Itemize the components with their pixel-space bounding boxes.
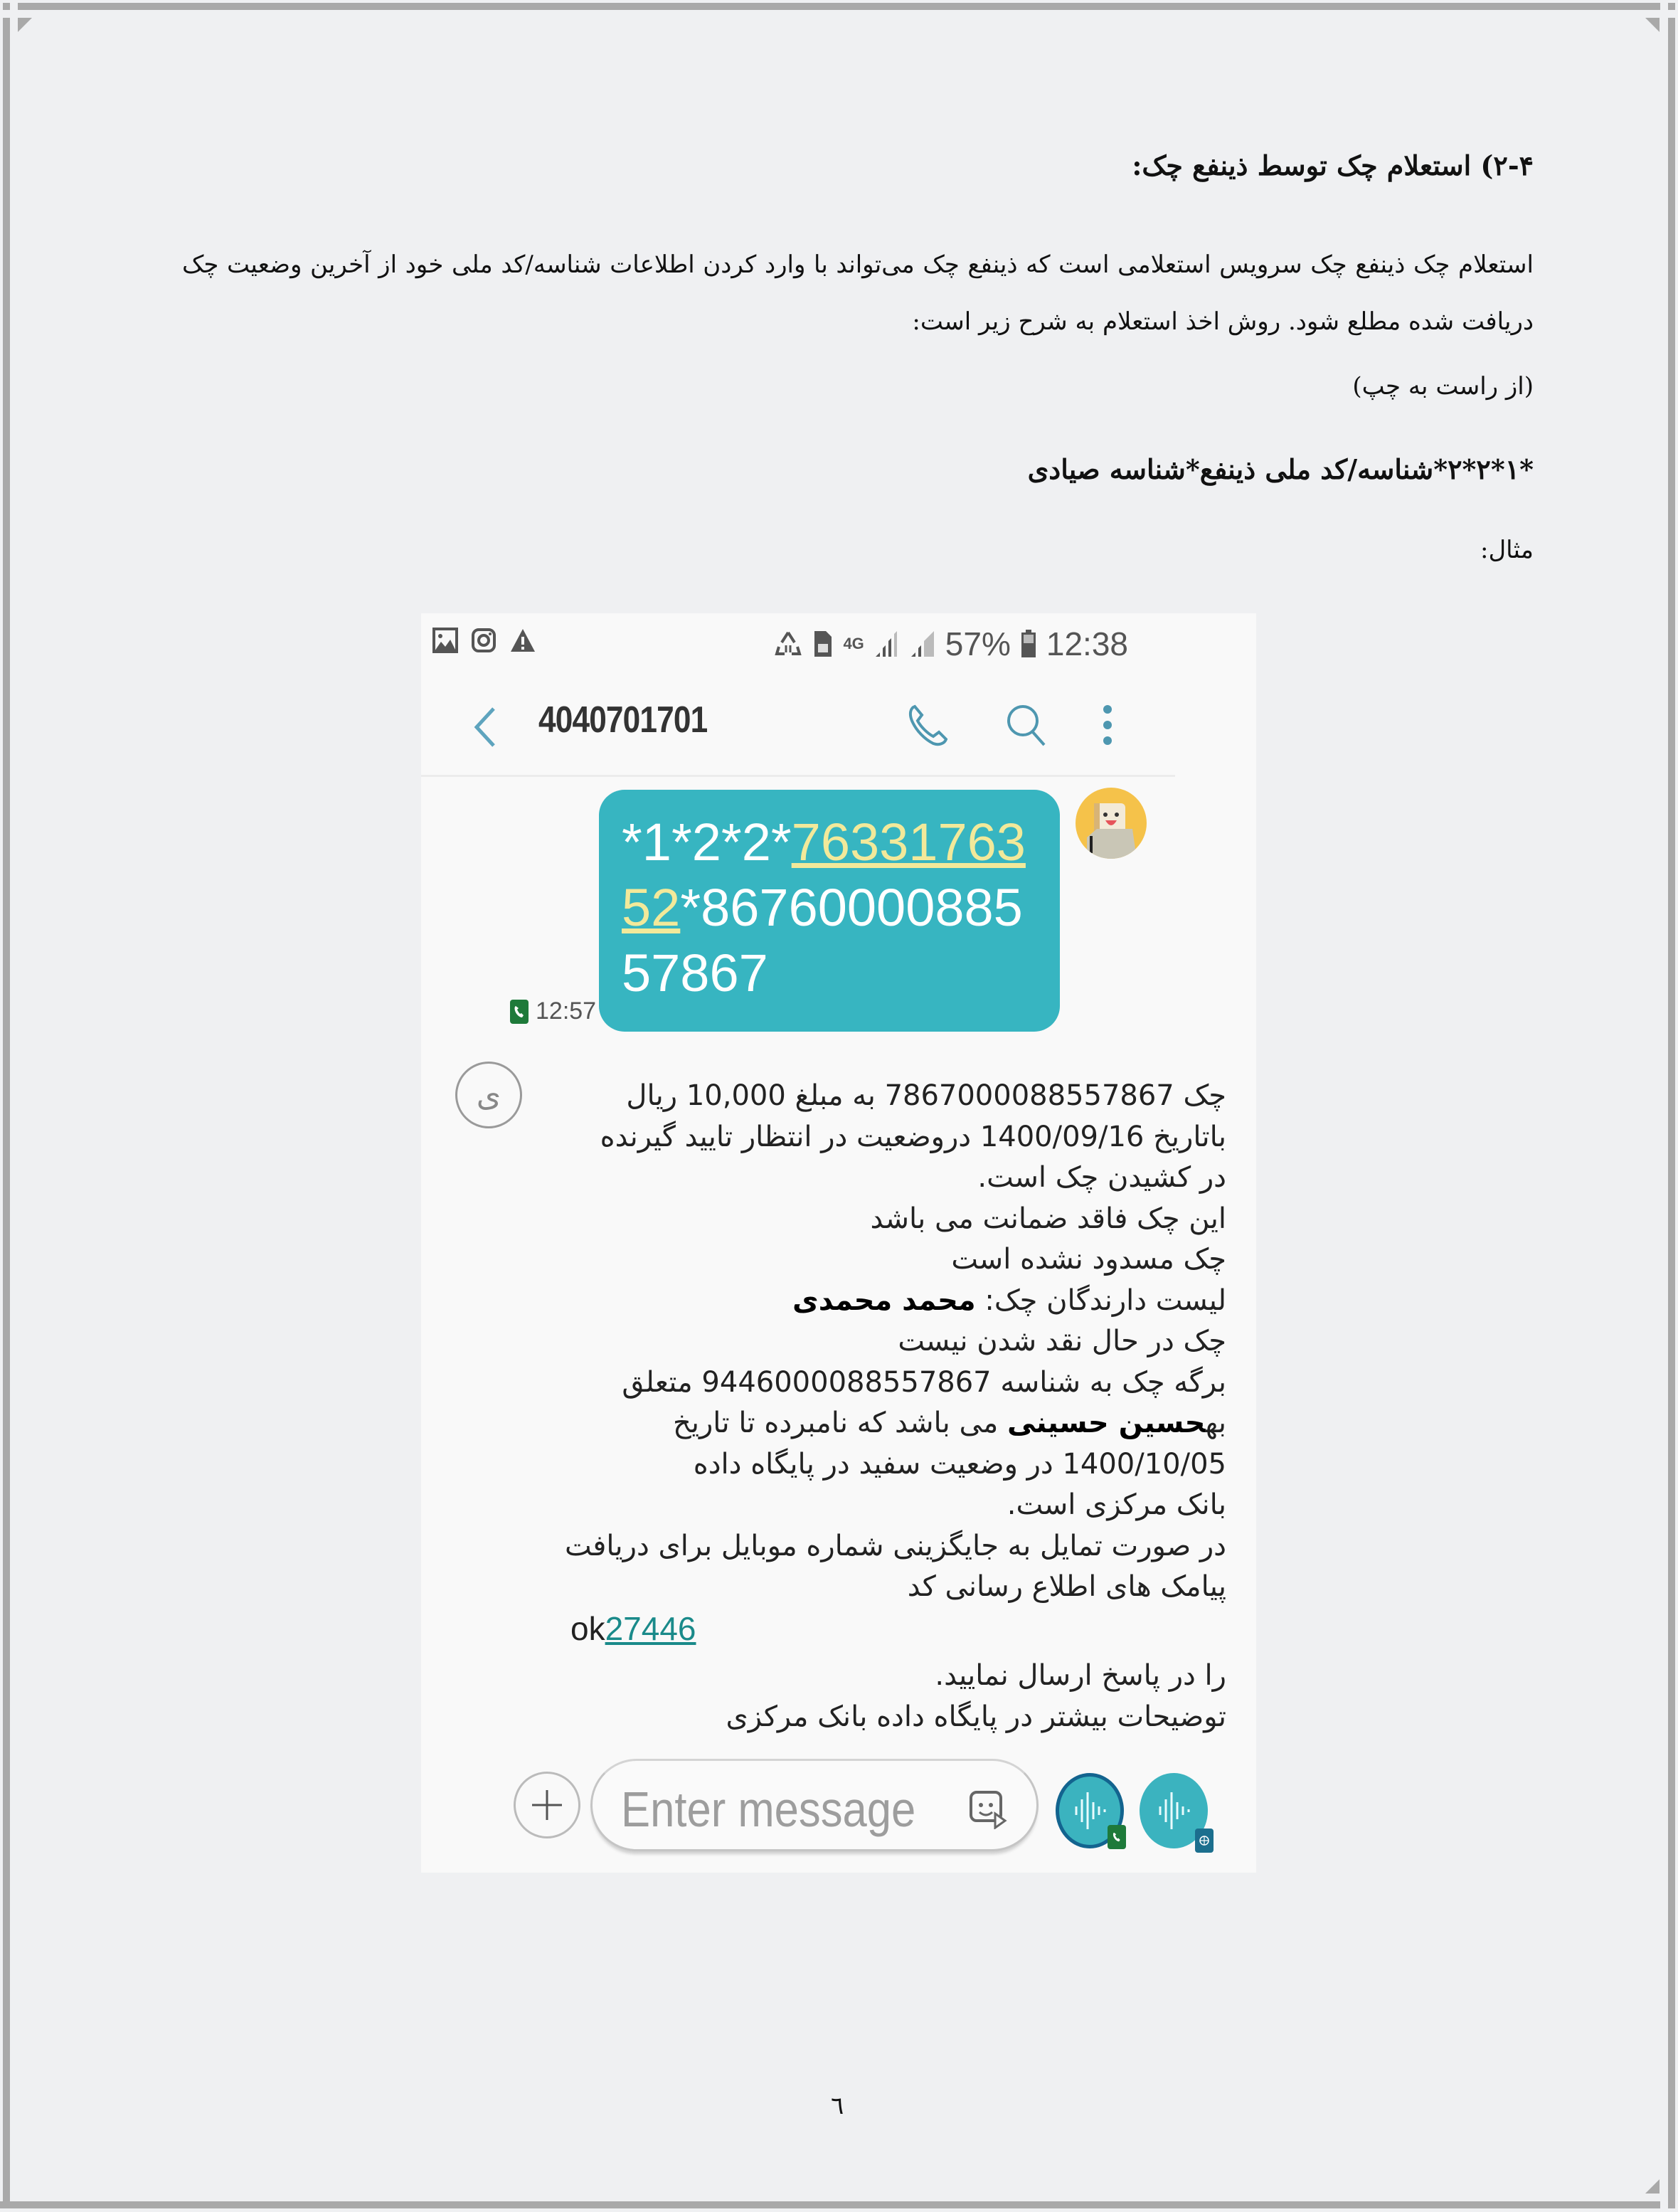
- holder-name: محمد محمدی: [792, 1284, 976, 1317]
- message-line: را در پاسخ ارسال نمایید.: [935, 1659, 1226, 1692]
- waveform-icon: [1156, 1789, 1191, 1832]
- owner-name: حسین حسینی: [1007, 1407, 1206, 1439]
- page-border-right: [1668, 18, 1675, 2202]
- signal-icon: [874, 630, 900, 658]
- page-number: ٦: [831, 2092, 844, 2120]
- status-bar: [421, 613, 1256, 670]
- sim1-call-icon: [1108, 1825, 1126, 1849]
- network-type: 4G: [843, 635, 864, 652]
- message-input-placeholder: Enter message: [621, 1782, 916, 1837]
- sticker-icon[interactable]: [968, 1789, 1008, 1829]
- signal-icon-2: [910, 630, 935, 658]
- sim-card-icon: [812, 630, 833, 658]
- sayad-id-end: 57867: [622, 943, 768, 1002]
- message-composer: [421, 1752, 1256, 1873]
- national-id-link[interactable]: 76331763: [791, 813, 1026, 872]
- example-label: مثال:: [1480, 536, 1534, 564]
- phone-call-icon[interactable]: [905, 702, 950, 748]
- message-line: چک مسدود نشده است: [951, 1243, 1226, 1276]
- message-line: این چک فاقد ضمانت می باشد: [870, 1202, 1226, 1235]
- page-border-bottom: [0, 2201, 1660, 2208]
- page-corner: [1668, 2201, 1675, 2208]
- ok-code-link[interactable]: 27446: [605, 1610, 696, 1647]
- message-line: 1400/10/05 در وضعیت سفید در پایگاه داده: [693, 1447, 1226, 1481]
- message-line: در کشیدن چک است.: [977, 1161, 1226, 1194]
- clock: 12:38: [1046, 625, 1128, 662]
- page-corner-ornament: [18, 18, 32, 32]
- voice-message-sim1-button[interactable]: [1056, 1773, 1124, 1848]
- battery-icon: [1021, 630, 1036, 658]
- ussd-prefix: *1*2*2*: [622, 813, 792, 872]
- message-line: در صورت تمایل به جایگزینی شماره موبایل برای دریافت: [564, 1529, 1226, 1562]
- ok-code-line: ok27446: [570, 1610, 696, 1647]
- search-icon[interactable]: [1004, 702, 1050, 748]
- attach-button[interactable]: [514, 1772, 580, 1838]
- page-corner-ornament: [1645, 18, 1660, 32]
- my-avatar: [1076, 788, 1147, 859]
- conversation-header: [421, 670, 1175, 777]
- warning-icon: [509, 628, 536, 653]
- battery-percent: 57%: [945, 625, 1011, 662]
- section-heading: ۲-۴) استعلام چک توسط ذینفع چک:: [1132, 149, 1534, 181]
- page-corner: [1668, 3, 1675, 10]
- owner-line: بهحسین حسینی می باشد که نامبرده تا تاریخ: [673, 1407, 1226, 1439]
- sent-message-bubble[interactable]: [599, 790, 1060, 1032]
- sim2-globe-icon: [1195, 1829, 1214, 1853]
- data-saver-icon: [775, 630, 802, 658]
- message-line: برگه چک به شناسه 9446000088557867 متعلق: [622, 1365, 1226, 1399]
- sender-avatar[interactable]: ی: [455, 1062, 522, 1128]
- instagram-icon: [471, 628, 497, 653]
- message-line: چک در حال نقد شدن نیست: [898, 1325, 1226, 1358]
- contact-number: 4040701701: [538, 699, 708, 741]
- sayad-id-part: *86760000885: [680, 878, 1023, 937]
- page-corner: [3, 3, 10, 10]
- message-line: باتاریخ 1400/09/16 دروضعیت در انتظار تایید گیرنده: [600, 1120, 1226, 1153]
- waveform-icon: [1072, 1789, 1108, 1832]
- message-input[interactable]: [590, 1759, 1039, 1851]
- sim1-badge-icon: [510, 1000, 529, 1024]
- sms-screenshot: [421, 613, 1256, 1873]
- intro-paragraph: استعلام چک ذینفع چک سرویس استعلامی است که ذینفع چک می‌تواند با وارد کردن اطلاعات شناسه/کد ملی خود از آخرین وضعیت چک دریافت شده مطلع شود. روش اخذ استعلام به شرح زیر است:: [182, 250, 1534, 336]
- more-options-icon[interactable]: [1100, 702, 1115, 748]
- plus-icon: [529, 1787, 565, 1823]
- page-border-top: [18, 3, 1660, 10]
- message-line: پیامک های اطلاع رسانی کد: [907, 1570, 1226, 1603]
- back-arrow-icon[interactable]: [471, 706, 499, 748]
- received-message[interactable]: [421, 1076, 1256, 1608]
- holders-line: لیست دارندگان چک: محمد محمدی: [792, 1284, 1226, 1317]
- direction-note: (از راست به چپ): [1352, 372, 1534, 401]
- page-border-left: [3, 18, 10, 2202]
- received-message-tail: [421, 1656, 1256, 1737]
- national-id-link-cont[interactable]: 52: [622, 878, 681, 937]
- message-line: توضیحات بیشتر در پایگاه داده بانک مرکزی: [726, 1700, 1226, 1733]
- gallery-icon: [432, 628, 458, 653]
- page-corner-ornament: [1645, 2179, 1660, 2194]
- voice-message-sim2-button[interactable]: [1140, 1773, 1208, 1848]
- message-line: بانک مرکزی است.: [1007, 1488, 1226, 1521]
- sent-timestamp: 12:57: [510, 997, 596, 1025]
- message-line: چک 7867000088557867 به مبلغ 10,000 ریال: [626, 1079, 1226, 1112]
- ussd-format: *۱*۲*۲*شناسه/کد ملی ذینفع*شناسه صیادی: [1027, 453, 1534, 485]
